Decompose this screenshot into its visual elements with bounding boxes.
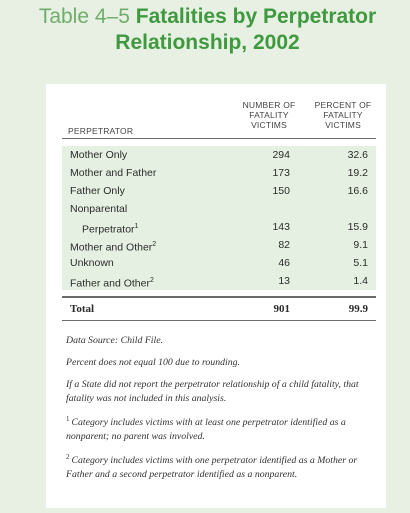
cell-percent: 32.6	[347, 149, 368, 161]
table-card	[46, 84, 386, 508]
cell-perpetrator: Father Only	[70, 185, 125, 197]
header-perpetrator: PERPETRATOR	[68, 126, 134, 136]
table-title-text: Fatalities by Perpetrator Relationship, 2002	[115, 5, 377, 54]
header-rule	[62, 138, 376, 139]
cell-number: 13	[278, 275, 290, 287]
footnote-1-text: Category includes victims with at least one perpetrator identified as a nonparent; no parent was involved.	[66, 417, 346, 442]
footnote-1-mark: 1	[66, 415, 70, 423]
table-row	[62, 182, 376, 200]
table-number: Table 4–5	[38, 5, 130, 28]
header-number	[234, 100, 304, 130]
total-label: Total	[70, 303, 95, 315]
header-percent-line1: PERCENT OF	[314, 100, 372, 110]
table-row	[62, 200, 376, 236]
footnote-2	[66, 450, 376, 482]
page-title	[10, 4, 405, 56]
table-row	[62, 164, 376, 182]
cell-number: 294	[272, 149, 290, 161]
cell-number: 143	[272, 221, 290, 233]
state-note: If a State did not report the perpetrator relationship of a child fatality, that fatality was not included in this analysis.	[66, 379, 359, 404]
header-number-line1: NUMBER OF	[242, 100, 296, 110]
header-number-line2: FATALITY	[249, 110, 289, 120]
cell-percent: 9.1	[353, 239, 368, 251]
cell-perpetrator-text: Perpetrator	[82, 223, 135, 236]
cell-perpetrator: Mother and Father	[70, 167, 157, 179]
cell-perpetrator-text: Mother and Other	[70, 241, 153, 254]
footnote-mark: 1	[134, 223, 139, 230]
cell-perpetrator: Unknown	[70, 257, 114, 269]
data-source-note: Data Source: Child File.	[66, 335, 164, 346]
cell-number: 82	[278, 239, 290, 251]
total-rule-bottom	[62, 320, 376, 321]
footnote-1	[66, 412, 376, 444]
rounding-note: Percent does not equal 100 due to rounding.	[66, 357, 240, 368]
table-row	[62, 146, 376, 164]
cell-number: 46	[278, 257, 290, 269]
table-row	[62, 236, 376, 254]
cell-perpetrator-line1: Nonparental	[70, 203, 128, 215]
cell-perpetrator-text: Father and Other	[70, 277, 150, 290]
footnote-2-text: Category includes victims with one perpetrator identified as a Mother or Father and a second perpetrator identified as a nonparent.	[66, 455, 358, 480]
total-number: 901	[273, 303, 290, 315]
footnote-2-mark: 2	[66, 453, 70, 461]
cell-percent: 1.4	[353, 275, 368, 287]
footnote-mark: 2	[152, 241, 157, 248]
cell-number: 150	[272, 185, 290, 197]
header-number-line3: VICTIMS	[251, 120, 287, 130]
header-percent	[308, 100, 378, 130]
footnote-mark: 2	[149, 277, 154, 284]
table-row	[62, 254, 376, 272]
cell-percent: 15.9	[347, 221, 368, 233]
cell-perpetrator: Mother Only	[70, 149, 128, 161]
cell-percent: 16.6	[347, 185, 368, 197]
cell-number: 173	[272, 167, 290, 179]
cell-perpetrator	[70, 272, 154, 293]
total-percent: 99.9	[348, 303, 368, 315]
total-rule-top	[62, 296, 376, 298]
header-percent-line3: VICTIMS	[325, 120, 361, 130]
total-row	[62, 300, 376, 318]
table-row	[62, 272, 376, 290]
cell-percent: 19.2	[347, 167, 368, 179]
header-percent-line2: FATALITY	[323, 110, 363, 120]
cell-percent: 5.1	[353, 257, 368, 269]
